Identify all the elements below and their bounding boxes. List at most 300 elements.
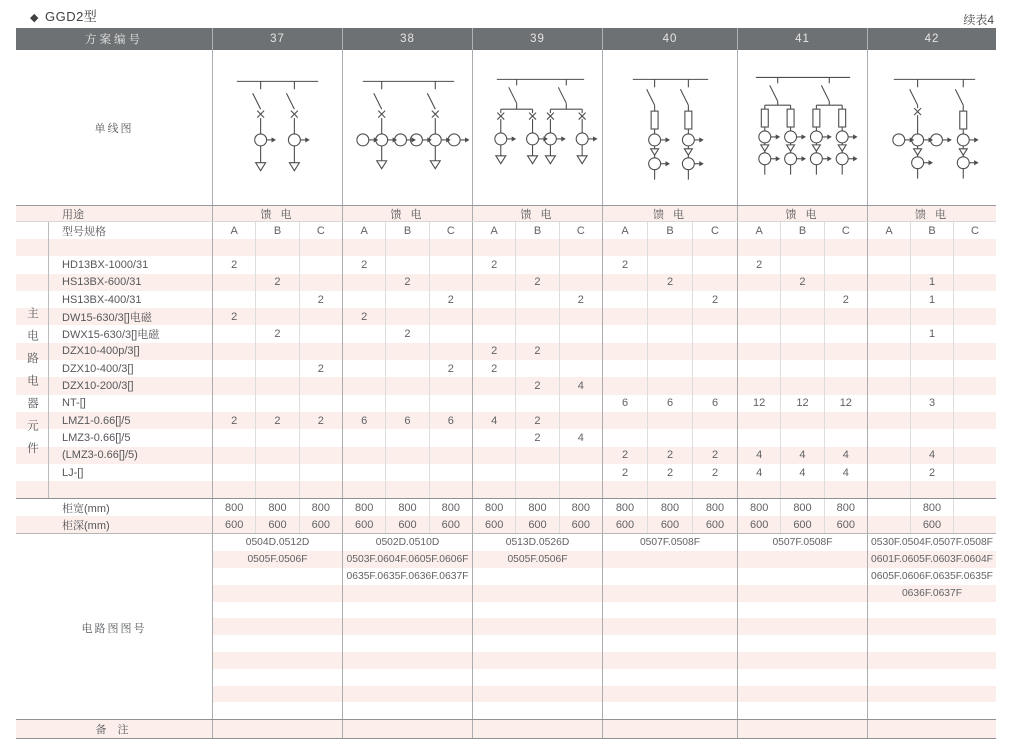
value-cell [515,256,558,273]
value-cell [868,239,910,256]
single-line-diagram-38 [342,50,472,205]
divider [48,412,49,429]
value-cell: 800 [354,501,374,514]
value-cell [385,308,428,325]
header-scheme-37: 37 [212,28,342,50]
value-cell: 2 [692,464,737,481]
component-values-scheme-42 [867,377,996,394]
single-line-diagram-svg [738,53,867,203]
value-cell: 800 [515,499,558,516]
component-values-scheme-37 [212,377,342,394]
value-cell [647,481,692,498]
value-cell [910,360,953,377]
value-cell [824,308,867,325]
value-cell [515,481,558,498]
value-cell: 2 [515,429,558,446]
value-cell [647,239,692,256]
value-cell: 2 [361,258,368,271]
component-values-scheme-41 [737,308,867,325]
component-values-scheme-41 [737,256,867,273]
continuation-note: 续表4 [963,13,994,27]
component-values-scheme-38 [342,308,472,325]
value-cell: 6 [429,412,472,429]
value-cell [255,343,298,360]
value-cell [515,464,558,481]
value-cell: 2 [621,466,629,479]
usage-row-label [16,206,212,221]
value-cell [429,274,472,291]
component-values-scheme-39 [472,274,602,291]
usage-cell: 馈 电 [867,206,996,221]
drawing-number-cell: 0503F.0604F.0605F.0606F [342,551,472,568]
component-name-text: DWX15-630/3[]电磁 [62,329,160,342]
drawing-number-cell [602,602,737,619]
header-scheme-40: 40 [602,28,737,50]
value-cell: 2 [621,449,629,462]
diagram-label-text: 单线图 [94,122,134,135]
value-cell [429,325,472,342]
component-values-scheme-39 [472,360,602,377]
value-cell [780,239,823,256]
drawing-number-cell [737,618,867,635]
spec-header-row [16,222,996,239]
remark-cell [212,720,342,738]
value-cell: 2 [429,291,472,308]
value-cell: 2 [299,291,342,308]
value-cell [473,481,515,498]
component-values-scheme-39 [472,325,602,342]
value-cell: 2 [515,412,558,429]
component-values-scheme-42 [867,325,996,342]
value-cell [953,395,996,412]
value-cell [953,481,996,498]
table-header-row [16,28,996,50]
drawing-label-spacer [16,686,212,703]
value-cell [692,377,737,394]
value-cell [603,429,647,446]
drawing-number-cell [602,652,737,669]
component-values-scheme-42 [867,481,996,498]
value-cell [559,274,602,291]
drawing-number-cell [602,635,737,652]
dimension-values [342,499,472,516]
single-line-diagram-40 [602,50,737,205]
page-title [30,6,97,25]
drawing-number-cell [602,568,737,585]
value-cell [343,395,385,412]
dimension-values [867,499,996,516]
component-values-scheme-37 [212,360,342,377]
component-values-scheme-39 [472,447,602,464]
component-values-scheme-38 [342,447,472,464]
value-cell [953,274,996,291]
value-cell: 4 [824,447,867,464]
drawing-number-cell: 0505F.0506F [212,551,342,568]
value-cell [429,308,472,325]
value-cell [953,412,996,429]
value-cell [559,325,602,342]
component-name-text: (LMZ3-0.66[]/5) [62,449,138,462]
value-cell [429,481,472,498]
value-cell: 800 [484,501,504,514]
value-cell: 600 [780,516,823,534]
value-cell: 2 [756,258,763,271]
value-cell [255,308,298,325]
value-cell: 4 [559,429,602,446]
drawing-number-cell: 0505F.0506F [472,551,602,568]
component-values-scheme-40 [602,308,737,325]
value-cell: 1 [910,274,953,291]
value-cell [255,395,298,412]
drawing-number-cell [212,602,342,619]
value-cell: 6 [647,395,692,412]
value-cell [953,325,996,342]
value-cell [559,464,602,481]
value-cell [255,239,298,256]
value-cell [385,481,428,498]
value-cell [603,343,647,360]
usage-cell: 馈 电 [602,206,737,221]
value-cell [953,516,996,534]
value-cell [953,429,996,446]
value-cell: 600 [484,518,504,531]
diagram-row [16,50,996,205]
value-cell [910,239,953,256]
component-values-scheme-42 [867,274,996,291]
diagram-row-label [16,50,212,205]
drawing-number-cell [472,635,602,652]
component-name-text: LMZ3-0.66[]/5 [62,431,131,444]
usage-label-text: 用途 [62,208,84,221]
remark-cell [602,720,737,738]
dimension-values [472,499,602,516]
value-cell [343,481,385,498]
value-cell [780,291,823,308]
drawing-number-row [16,635,996,652]
value-cell [385,291,428,308]
drawing-label-spacer [16,702,212,719]
value-cell: 600 [910,516,953,534]
value-cell: 2 [647,464,692,481]
spec-row-label [16,222,212,239]
value-cell: 2 [231,310,238,323]
component-values-scheme-40 [602,412,737,429]
component-values-scheme-39 [472,412,602,429]
value-cell [824,325,867,342]
remark-cell [867,720,996,738]
component-values-scheme-38 [342,239,472,256]
divider [48,325,49,342]
value-cell [824,412,867,429]
component-values-scheme-42 [867,464,996,481]
drawing-number-cell [472,568,602,585]
component-values-scheme-42 [867,256,996,273]
dimension-values [472,516,602,534]
value-cell [385,395,428,412]
drawing-number-cell [737,602,867,619]
value-cell [515,325,558,342]
single-line-diagram-svg [343,53,472,203]
drawing-label-spacer [16,551,212,568]
divider [48,395,49,412]
value-cell [780,412,823,429]
drawing-label-spacer [16,534,212,551]
value-cell: 800 [615,501,635,514]
value-cell [213,481,255,498]
subcolumn-header: C [953,222,996,239]
value-cell: 6 [361,414,368,427]
value-cell [953,308,996,325]
component-name-text: DZX10-400p/3[] [62,345,140,358]
value-cell [738,239,780,256]
drawing-number-cell: 0502D.0510D [342,534,472,551]
value-cell [299,447,342,464]
value-cell [603,377,647,394]
divider [48,377,49,394]
value-cell [738,343,780,360]
value-cell [343,325,385,342]
component-values-scheme-40 [602,256,737,273]
component-name-text: NT-[] [62,397,86,410]
value-cell: 800 [647,499,692,516]
subcolumn-header: A [230,224,238,237]
subcolumn-header: B [385,222,428,239]
value-cell: 2 [824,291,867,308]
value-cell [255,256,298,273]
component-values-scheme-38 [342,377,472,394]
drawing-number-cell: 0605F.0606F.0635F.0635F [867,568,996,585]
component-values-scheme-37 [212,447,342,464]
component-values-scheme-39 [472,291,602,308]
drawing-number-cell [867,652,996,669]
component-values-scheme-42 [867,429,996,446]
value-cell [603,291,647,308]
value-cell [473,395,515,412]
value-cell [868,308,910,325]
divider [48,274,49,291]
drawing-number-cell [212,669,342,686]
value-cell [515,308,558,325]
value-cell: 800 [299,499,342,516]
value-cell: 12 [753,397,766,410]
value-cell [738,481,780,498]
drawing-number-cell [602,585,737,602]
component-values-scheme-39 [472,481,602,498]
usage-cell: 馈 电 [737,206,867,221]
value-cell [953,499,996,516]
value-cell [824,481,867,498]
value-cell: 6 [385,412,428,429]
value-cell [213,343,255,360]
value-cell: 600 [255,516,298,534]
dimension-values [737,516,867,534]
value-cell [255,291,298,308]
subcolumn-header: A [490,224,498,237]
drawing-number-cell [867,602,996,619]
component-values-scheme-41 [737,412,867,429]
subcolumn-header: B [515,222,558,239]
value-cell [515,360,558,377]
value-cell [255,360,298,377]
value-cell [824,274,867,291]
component-name-text: HD13BX-1000/31 [62,258,149,271]
subcolumn-header: A [621,224,629,237]
component-name-text: DW15-630/3[]电磁 [62,311,152,324]
value-cell [780,256,823,273]
component-values-scheme-37 [212,239,342,256]
component-values-scheme-39 [472,464,602,481]
value-cell [647,429,692,446]
value-cell [824,360,867,377]
single-line-diagram-42 [867,50,996,205]
component-values-scheme-42 [867,308,996,325]
value-cell: 600 [224,518,244,531]
divider [48,343,49,360]
component-row [16,360,996,377]
drawing-number-row [16,534,996,551]
component-values-scheme-38 [342,464,472,481]
value-cell [910,481,953,498]
value-cell: 2 [780,274,823,291]
component-values-scheme-41 [737,377,867,394]
value-cell [647,291,692,308]
value-cell [515,395,558,412]
value-cell [213,377,255,394]
value-cell: 2 [647,274,692,291]
value-cell [515,291,558,308]
value-cell [868,274,910,291]
value-cell [692,481,737,498]
value-cell [559,447,602,464]
component-row [16,481,996,498]
drawing-number-cell [472,669,602,686]
value-cell [299,343,342,360]
value-cell [515,239,558,256]
component-name-text: DZX10-200/3[] [62,380,134,393]
value-cell: 2 [299,360,342,377]
value-cell [299,464,342,481]
drawing-number-cell [737,568,867,585]
value-cell [255,377,298,394]
remark-cell [737,720,867,738]
component-values-scheme-37 [212,395,342,412]
drawing-number-cell [342,602,472,619]
value-cell [255,447,298,464]
component-values-scheme-41 [737,447,867,464]
component-values-scheme-39 [472,256,602,273]
component-values-scheme-41 [737,239,867,256]
drawing-number-cell: 0530F.0504F.0507F.0508F [867,534,996,551]
value-cell: 800 [692,499,737,516]
value-cell: 12 [780,395,823,412]
component-values-scheme-40 [602,360,737,377]
value-cell [692,429,737,446]
side-label-main-circuit-components: 主电路电器元件 [26,307,38,465]
value-cell [868,464,910,481]
component-values-scheme-38 [342,256,472,273]
value-cell: 2 [385,274,428,291]
spec-table [16,28,996,738]
value-cell [473,325,515,342]
component-values-scheme-39 [472,343,602,360]
value-cell: 6 [621,397,629,410]
value-cell [473,429,515,446]
dim-label-text: 柜宽(mm) [62,502,110,515]
component-values-scheme-39 [472,377,602,394]
divider [48,360,49,377]
single-line-diagram-37 [212,50,342,205]
drawing-number-cell [867,635,996,652]
spec-subcolumns [602,222,737,239]
drawing-number-cell [342,652,472,669]
value-cell [868,291,910,308]
value-cell [429,464,472,481]
value-cell: 600 [749,518,769,531]
value-cell [299,325,342,342]
value-cell [824,256,867,273]
value-cell [953,256,996,273]
drawing-number-row [16,551,996,568]
value-cell [603,274,647,291]
value-cell [515,447,558,464]
value-cell [473,447,515,464]
drawing-number-cell [212,618,342,635]
value-cell: 600 [647,516,692,534]
dimension-values [602,516,737,534]
value-cell [780,377,823,394]
drawing-number-cell [737,686,867,703]
value-cell: 6 [692,395,737,412]
component-values-scheme-38 [342,343,472,360]
drawing-number-cell [472,686,602,703]
value-cell [692,343,737,360]
usage-cell: 馈 电 [212,206,342,221]
value-cell [473,308,515,325]
divider [48,429,49,446]
component-values-scheme-41 [737,274,867,291]
subcolumn-header: A [885,224,893,237]
value-cell [953,360,996,377]
value-cell [738,325,780,342]
component-row [16,308,996,325]
value-cell [953,447,996,464]
component-values-scheme-37 [212,429,342,446]
header-label-text: 方案编号 [85,34,143,46]
component-values-scheme-40 [602,395,737,412]
value-cell [647,412,692,429]
value-cell: 2 [910,464,953,481]
value-cell: 2 [692,447,737,464]
drawing-number-cell [472,585,602,602]
value-cell [868,325,910,342]
value-cell: 2 [429,360,472,377]
value-cell [299,377,342,394]
component-values-scheme-41 [737,429,867,446]
drawing-number-row [16,652,996,669]
value-cell: 2 [515,377,558,394]
value-cell [868,447,910,464]
component-values-scheme-41 [737,291,867,308]
value-cell [299,395,342,412]
component-values-scheme-39 [472,308,602,325]
spec-subcolumns [342,222,472,239]
subcolumn-header: B [647,222,692,239]
value-cell: 600 [692,516,737,534]
drawing-number-cell [602,686,737,703]
drawing-number-label: 电路图图号 [81,623,147,635]
value-cell [385,256,428,273]
component-name [16,256,212,273]
